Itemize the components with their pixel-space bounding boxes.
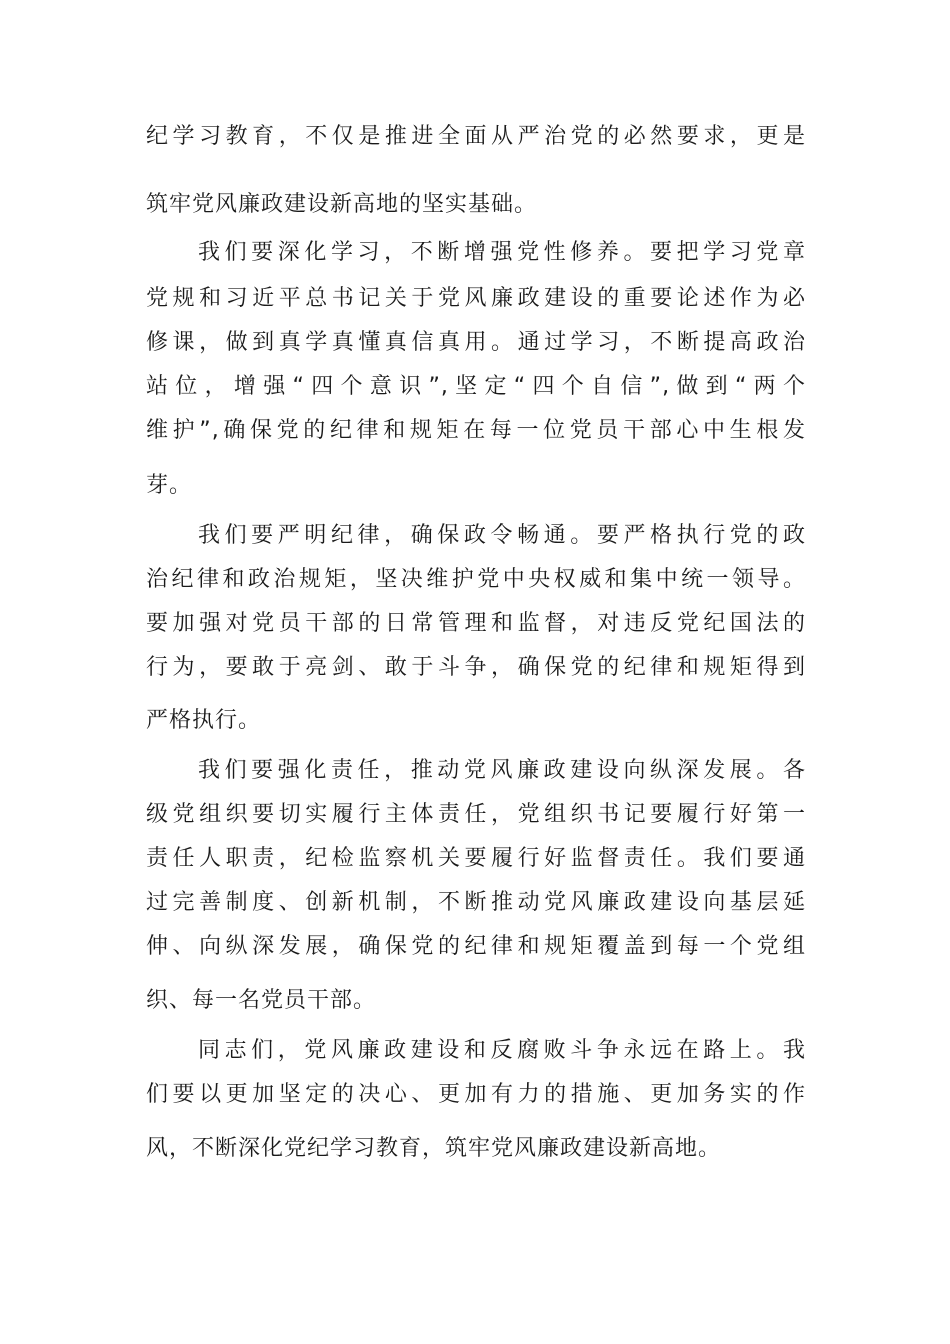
text-line: 党规和习近平总书记关于党风廉政建设的重要论述作为必 [146,286,806,311]
text-line: 严格执行。 [146,708,262,733]
text-line: 责任人职责，纪检监察机关要履行好监督责任。我们要通 [146,846,806,871]
text-line: 纪学习教育，不仅是推进全面从严治党的必然要求，更是 [146,124,806,149]
text-line: 要加强对党员干部的日常管理和监督，对违反党纪国法的 [146,611,806,636]
text-line: 我们要强化责任，推动党风廉政建设向纵深发展。各 [198,758,806,783]
text-line: 我们要严明纪律，确保政令畅通。要严格执行党的政 [198,523,806,548]
text-line: 芽。 [146,473,193,498]
text-line: 我们要深化学习，不断增强党性修养。要把学习党章 [198,240,806,265]
text-line: 筑牢党风廉政建设新高地的坚实基础。 [146,192,538,217]
text-line: 级党组织要切实履行主体责任，党组织书记要履行好第一 [146,802,806,827]
text-line: 修课，做到真学真懂真信真用。通过学习，不断提高政治 [146,330,806,355]
text-line: 治纪律和政治规矩，坚决维护党中央权威和集中统一领导。 [146,567,806,592]
text-line: 们要以更加坚定的决心、更加有力的措施、更加务实的作 [146,1082,806,1107]
text-line: 维护”,确保党的纪律和规矩在每一位党员干部心中生根发 [146,418,806,443]
text-line: 同志们，党风廉政建设和反腐败斗争永远在路上。我 [198,1038,806,1063]
text-line: 过完善制度、创新机制，不断推动党风廉政建设向基层延 [146,890,806,915]
text-line: 风，不断深化党纪学习教育，筑牢党风廉政建设新高地。 [146,1136,722,1161]
text-line: 行为，要敢于亮剑、敢于斗争，确保党的纪律和规矩得到 [146,655,806,680]
text-line: 伸、向纵深发展，确保党的纪律和规矩覆盖到每一个党组 [146,934,806,959]
text-line: 织、每一名党员干部。 [146,988,377,1013]
text-line: 站位，增强“四个意识”,坚定“四个自信”,做到“两个 [146,374,806,399]
